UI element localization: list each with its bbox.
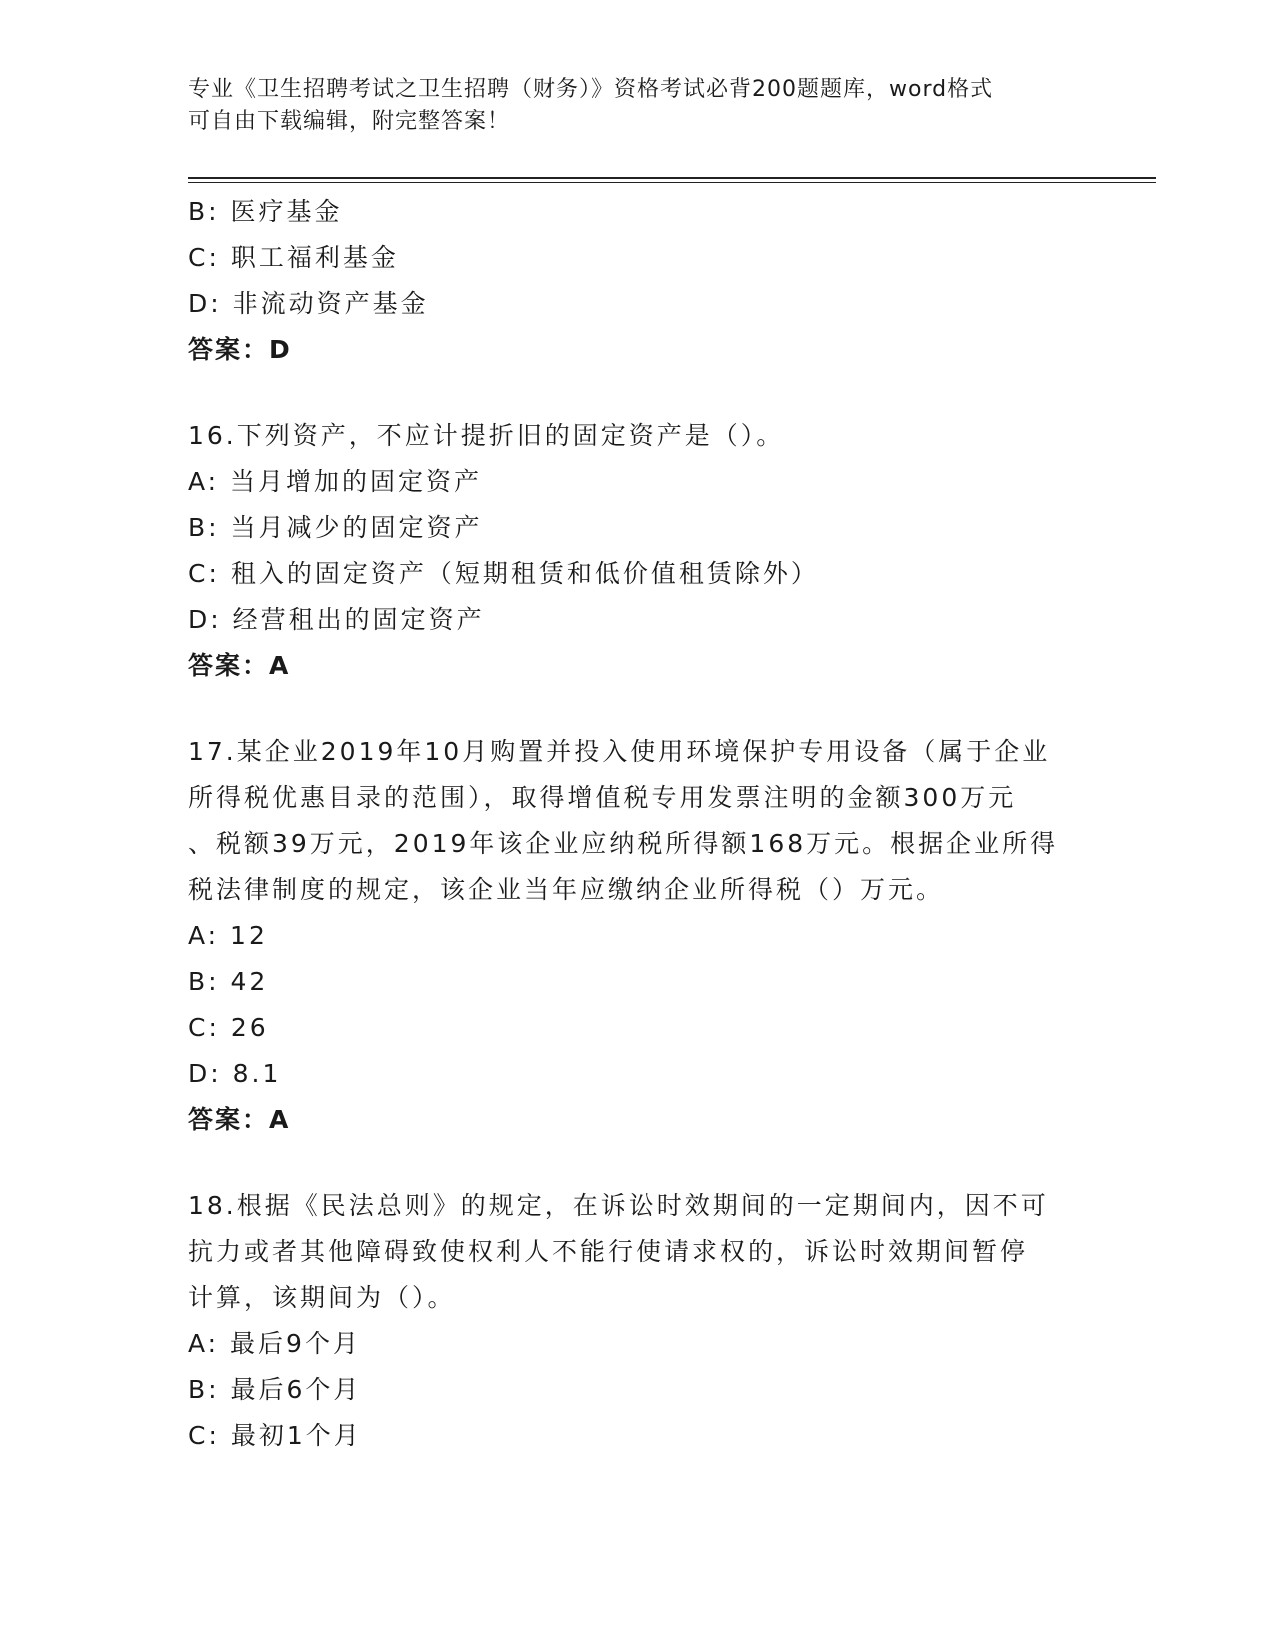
header-line-2: 可自由下载编辑，附完整答案！ [188,109,511,134]
answer: 答案：D [188,335,292,364]
option-a: A: 最后9个月 [188,1329,361,1358]
option-d: D: 8.1 [188,1059,282,1088]
option-c: C: 职工福利基金 [188,243,399,272]
option-c: C: 租入的固定资产（短期租赁和低价值租赁除外） [188,559,819,588]
question-stem: 16.下列资产，不应计提折旧的固定资产是（）。 [188,421,785,450]
option-a: A: 当月增加的固定资产 [188,467,483,496]
option-d: D: 经营租出的固定资产 [188,605,485,634]
spacer [188,1143,1088,1183]
header-divider-thin [188,182,1156,183]
document-header [188,74,1068,138]
option-c: C: 最初1个月 [188,1421,362,1450]
option-b: B: 42 [188,967,269,996]
spacer [188,373,1088,413]
answer: 答案：A [188,1105,291,1134]
option-d: D: 非流动资产基金 [188,289,429,318]
question-stem-line: 17.某企业2019年10月购置并投入使用环境保护专用设备（属于企业 [188,737,1051,766]
question-17 [188,729,1088,1143]
spacer [188,689,1088,729]
question-stem-line: 18.根据《民法总则》的规定，在诉讼时效期间的一定期间内，因不可 [188,1191,1049,1220]
question-18 [188,1183,1088,1459]
option-b: B: 医疗基金 [188,197,343,226]
question-stem-line: 税法律制度的规定，该企业当年应缴纳企业所得税（）万元。 [188,875,945,904]
option-b: B: 最后6个月 [188,1375,362,1404]
header-line-1: 专业《卫生招聘考试之卫生招聘（财务）》资格考试必背200题题库，word格式 [188,77,994,102]
option-a: A: 12 [188,921,268,950]
question-stem-line: 计算，该期间为（）。 [188,1283,456,1312]
answer: 答案：A [188,651,291,680]
question-stem-line: 所得税优惠目录的范围），取得增值税专用发票注明的金额300万元 [188,783,1017,812]
question-stem-line: 抗力或者其他障碍致使权利人不能行使请求权的，诉讼时效期间暂停 [188,1237,1029,1266]
question-16 [188,413,1088,689]
question-15 [188,189,1088,373]
option-c: C: 26 [188,1013,269,1042]
question-stem-line: 、税额39万元，2019年该企业应纳税所得额168万元。根据企业所得 [188,829,1059,858]
question-list [188,189,1088,1459]
option-b: B: 当月减少的固定资产 [188,513,483,542]
header-divider-thick [188,177,1156,179]
